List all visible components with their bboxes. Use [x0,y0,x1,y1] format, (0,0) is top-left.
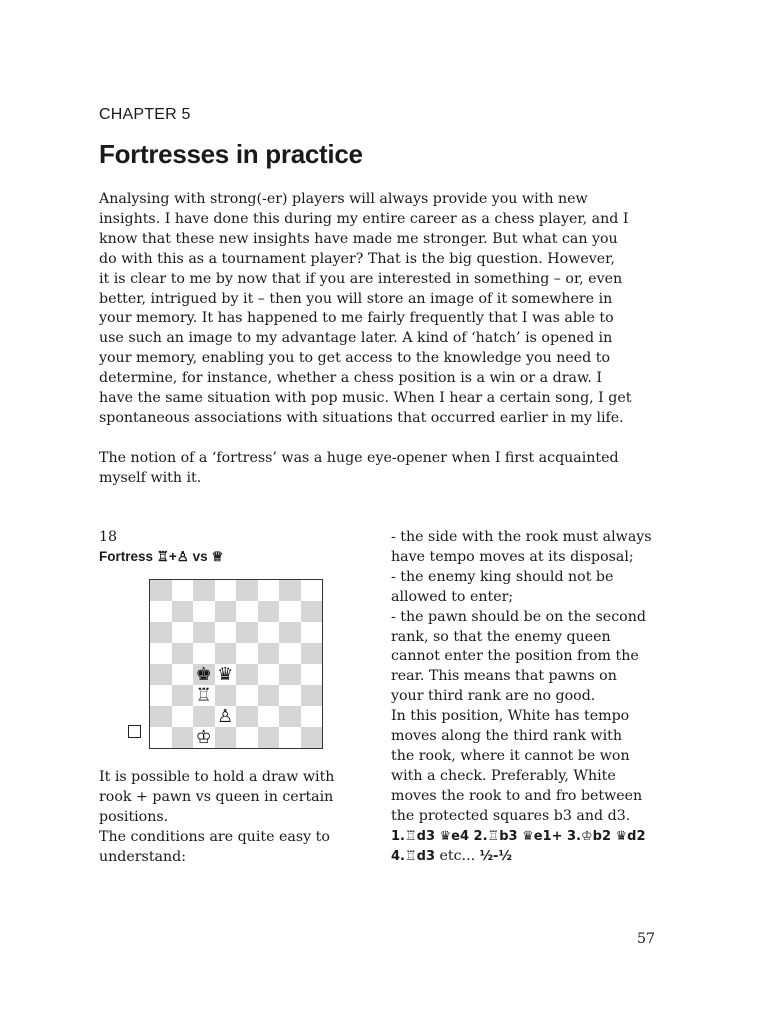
right-column-line: rank, so that the enemy queen [391,628,611,645]
board-square-a2 [150,706,172,727]
board-square-c6 [193,622,215,643]
board-square-c3 [193,685,215,706]
chess-piece-c4: ♚ [195,663,212,685]
board-square-b4 [172,664,194,685]
right-column-line: allowed to enter; [391,588,514,605]
chapter-title: Fortresses in practice [99,139,363,169]
board-square-e8 [236,580,258,601]
chess-piece-d2: ♙ [217,705,234,727]
board-square-d5 [215,643,237,664]
board-square-a1 [150,727,172,748]
fortress-paragraph: The notion of a ‘fortress’ was a huge eye-opener when I first acquainted myself with it. [99,450,619,486]
board-square-b2 [172,706,194,727]
chess-piece-d4: ♛ [217,663,234,685]
left-column-text: It is possible to hold a draw with rook + pawn vs queen in certain positions. The conditions are quite easy to understand: [99,769,335,865]
board-square-f5 [258,643,280,664]
board-square-d3 [215,685,237,706]
board-square-g6 [279,622,301,643]
right-column [391,528,681,866]
board-square-b5 [172,643,194,664]
board-square-h1 [301,727,323,748]
board-square-e2 [236,706,258,727]
board-square-c4 [193,664,215,685]
board-square-g5 [279,643,301,664]
diagram-title: Fortress ♖+♙ vs ♕ [99,549,224,564]
board-square-h8 [301,580,323,601]
board-square-h5 [301,643,323,664]
right-column-line: your third rank are no good. [391,688,596,705]
page-number: 57 [637,931,656,947]
right-column-line: moves along the third rank with [391,728,622,745]
board-square-e7 [236,601,258,622]
right-column-line: In this position, White has tempo [391,708,630,725]
board-square-h2 [301,706,323,727]
right-column-line: - the side with the rook must always [391,529,652,545]
board-square-a4 [150,664,172,685]
board-square-h3 [301,685,323,706]
chess-piece-c3: ♖ [195,684,212,706]
board-square-g3 [279,685,301,706]
board-square-f8 [258,580,280,601]
chess-board-diagram [149,579,323,749]
right-column-line: have tempo moves at its disposal; [391,548,634,565]
right-column-line: - the pawn should be on the second [391,608,646,625]
move-sequence-line: 1.♖d3 ♛e4 2.♖b3 ♛e1+ 3.♔b2 ♛d2 [391,828,646,844]
chess-piece-c1: ♔ [195,726,212,748]
board-square-f3 [258,685,280,706]
right-column-line: rear. This means that pawns on [391,668,617,685]
board-square-e6 [236,622,258,643]
board-square-b8 [172,580,194,601]
board-square-c5 [193,643,215,664]
right-column-line: cannot enter the position from the [391,648,639,665]
board-square-a7 [150,601,172,622]
board-square-d1 [215,727,237,748]
chapter-label: CHAPTER 5 [99,106,191,123]
right-column-line: - the enemy king should not be [391,568,614,585]
board-square-d2 [215,706,237,727]
board-square-b1 [172,727,194,748]
white-to-move-indicator [128,725,141,738]
board-square-f4 [258,664,280,685]
board-square-e3 [236,685,258,706]
board-square-e5 [236,643,258,664]
board-square-d7 [215,601,237,622]
board-square-g4 [279,664,301,685]
board-square-c8 [193,580,215,601]
board-square-g7 [279,601,301,622]
board-square-e4 [236,664,258,685]
board-square-a6 [150,622,172,643]
board-square-h4 [301,664,323,685]
board-square-f1 [258,727,280,748]
move-sequence-etc: etc... [435,847,480,864]
board-square-f2 [258,706,280,727]
board-square-d6 [215,622,237,643]
right-column-line: moves the rook to and fro between [391,787,643,804]
board-square-g2 [279,706,301,727]
board-square-a5 [150,643,172,664]
right-column-line: the protected squares b3 and d3. [391,807,631,824]
board-square-f7 [258,601,280,622]
board-square-c7 [193,601,215,622]
move-sequence-final-move: 4.♖d3 [391,848,435,864]
move-sequence-ending [391,847,681,867]
board-square-h6 [301,622,323,643]
board-square-a3 [150,685,172,706]
board-square-c1 [193,727,215,748]
board-square-g1 [279,727,301,748]
board-square-c2 [193,706,215,727]
board-square-b7 [172,601,194,622]
board-square-a8 [150,580,172,601]
board-square-f6 [258,622,280,643]
board-square-e1 [236,727,258,748]
intro-paragraph: Analysing with strong(-er) players will always provide you with new insights. I have done this during my entire career as a chess player, and I know that these new insights have made me stronger. But what can you do with this as a tournament player? That is the big question. However, it is clear to me by now that if you are interested in something – or, even better, intrigued by it – then you will store an image of it somewhere in your memory. It has happened to me fairly frequently that I was able to use such an image to my advantage later. A kind of ‘hatch’ is opened in your memory, enabling you to get access to the knowledge you need to determine, for instance, whether a chess position is a win or a draw. I have the same situation with pop music. When I hear a certain song, I get spontaneous associations with situations that occurred earlier in my life. [99,191,632,426]
right-column-line: the rook, where it cannot be won [391,747,630,764]
diagram-number: 18 [99,529,118,545]
board-square-d4 [215,664,237,685]
board-square-d8 [215,580,237,601]
right-column-line: with a check. Preferably, White [391,767,616,784]
board-square-b3 [172,685,194,706]
board-square-h7 [301,601,323,622]
board-square-b6 [172,622,194,643]
board-square-g8 [279,580,301,601]
game-result: ½-½ [479,848,512,864]
